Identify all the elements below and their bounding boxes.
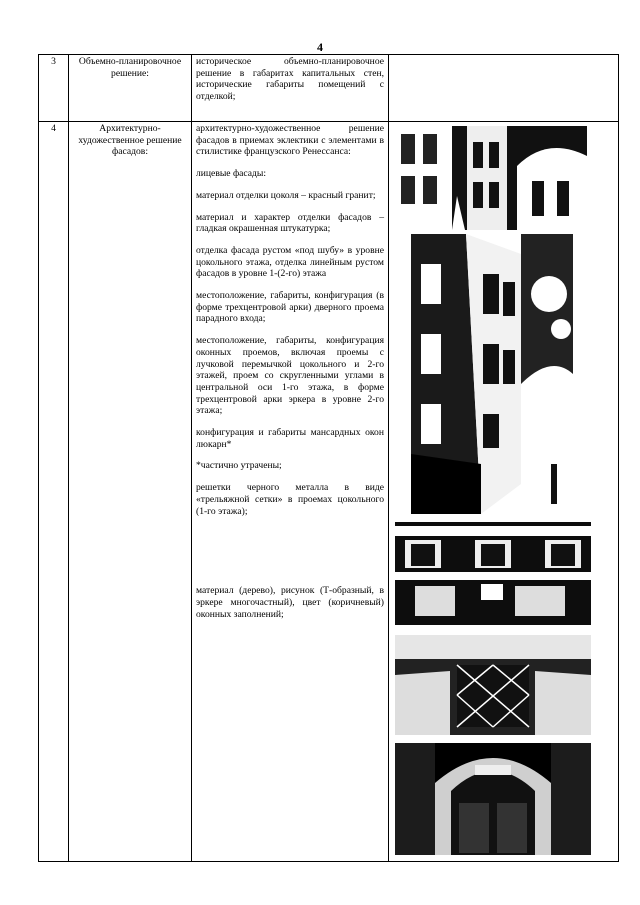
description-paragraph: лицевые фасады: xyxy=(196,168,267,180)
page-number: 4 xyxy=(317,40,323,54)
facade-photo-entrance xyxy=(395,743,591,855)
row-title: Архитектурно-художественное решение фасадов: xyxy=(69,122,192,862)
row-description xyxy=(192,122,389,862)
description-paragraph: историческое объемно-планировочное решение в габаритах капитальных стен, исторические габариты помещений с отделкой; xyxy=(196,56,384,103)
description-paragraph: *частично утрачены; xyxy=(196,460,282,472)
description-paragraph: отделка фасада рустом «под шубу» в уровне цокольного этажа, отделка линейным рустом фасадов в уровне 1-(2-го) этажа xyxy=(196,244,384,280)
description-paragraph: местоположение, габариты, конфигурация (в форме трехцентровой арки) дверного проема парадного входа; xyxy=(196,290,384,325)
row-number: 4 xyxy=(39,122,69,862)
row-number: 3 xyxy=(39,55,69,122)
description-paragraph: конфигурация и габариты мансардных окон люкарн* xyxy=(196,427,384,450)
row-description xyxy=(192,55,389,122)
facade-photo-corner xyxy=(397,126,587,230)
description-paragraph: архитектурно-художественное решение фасадов в приемах эклектики с элементами в стилистике французского Ренессанса: xyxy=(196,123,384,158)
heritage-table xyxy=(38,54,619,862)
facade-photo-perspective xyxy=(411,234,573,514)
description-paragraph: материал отделки цоколя – красный гранит; xyxy=(196,189,376,201)
facade-photo-windows xyxy=(395,522,591,625)
photo-cell xyxy=(389,55,619,122)
description-paragraph: местоположение, габариты, конфигурация оконных проемов, включая проемы с лучковой перемычкой цокольного и 2-го этажей, проем со скругленными углами в центральной оси 1-го этажа, в форме трехцентровой арки эркера в уровне 2-го этажа; xyxy=(196,335,384,417)
description-paragraph: материал (дерево), рисунок (Т-образный, в эркере многочастный), цвет (коричневый) оконных заполнений; xyxy=(196,585,384,620)
table-row xyxy=(39,55,619,122)
row-title: Объемно-планировочное решение: xyxy=(69,55,192,122)
description-paragraph: решетки черного металла в виде «трельяжной сетки» в проемах цокольного (1-го этажа); xyxy=(196,482,384,517)
facade-photo-grille xyxy=(395,635,591,735)
table-row xyxy=(39,122,619,862)
description-paragraph: материал и характер отделки фасадов – гладкая окрашенная штукатурка; xyxy=(196,211,384,235)
photo-cell xyxy=(389,122,619,862)
